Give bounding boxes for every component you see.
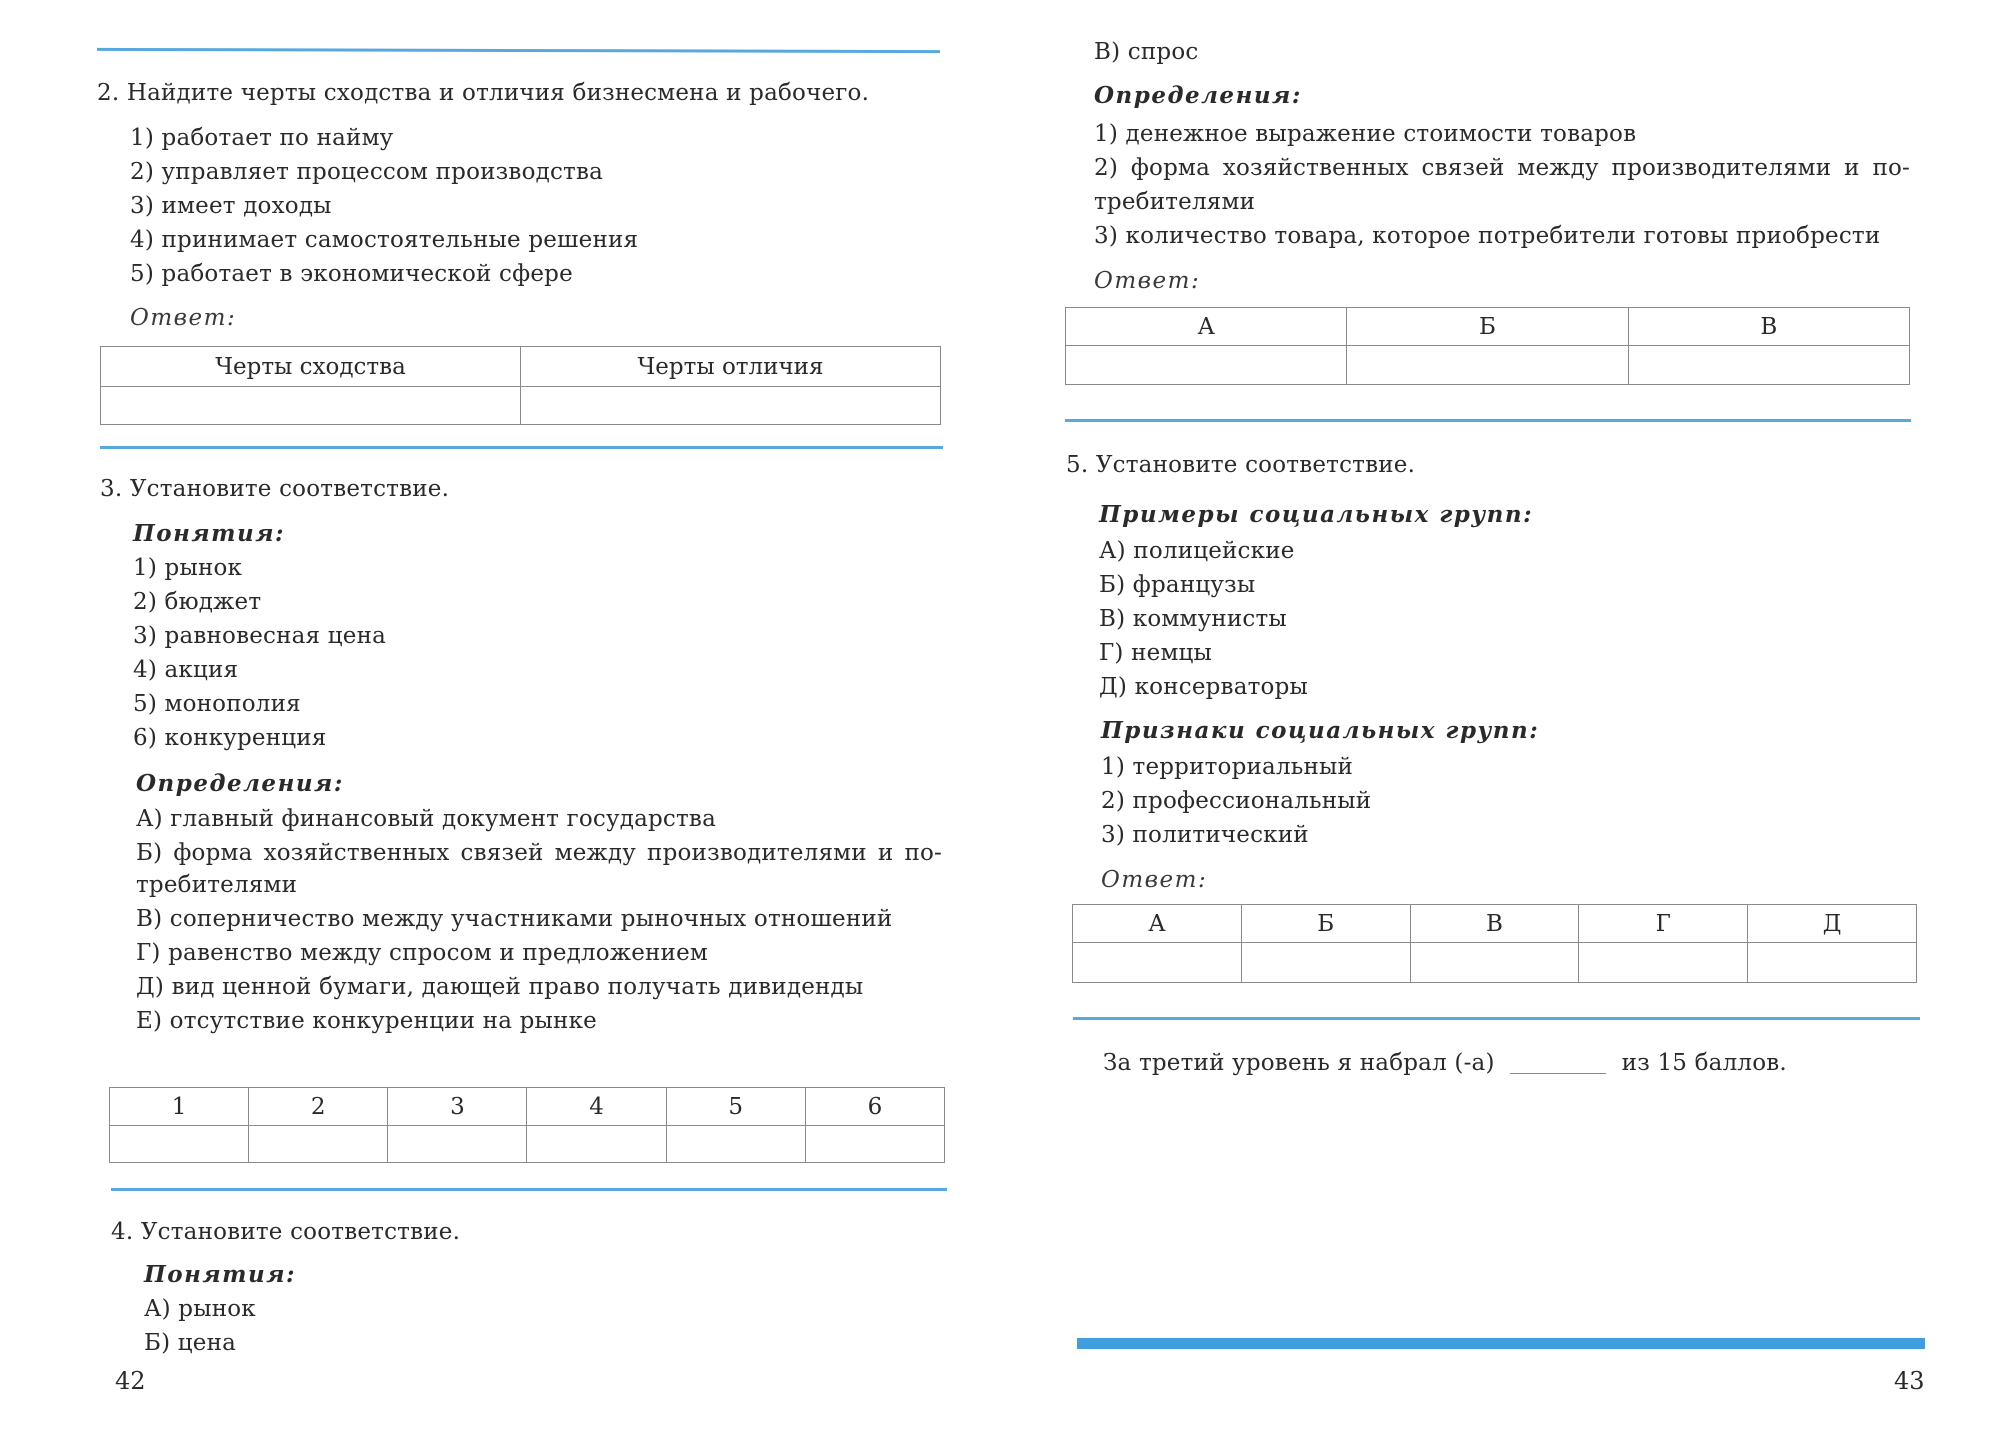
q3-answer-cell[interactable] [805,1126,944,1163]
q4-definition: 1) денежное выражение стоимости товаров [1094,121,1637,147]
q3-answer-cell[interactable] [527,1126,666,1163]
q5-answer-cell[interactable] [1241,943,1410,983]
q3-header-cell: 3 [388,1088,527,1126]
q5-feature: 3) политический [1101,822,1309,848]
q3-definition: Д) вид ценной бумаги, дающей право получать дивиденды [136,974,864,1000]
q5-examples-label: Примеры социальных групп: [1099,501,1534,528]
q4-answer-label: Ответ: [1094,268,1201,294]
q3-answer-cell[interactable] [249,1126,388,1163]
q2-item: 1) работает по найму [130,125,394,151]
q3-concept: 5) монополия [133,691,301,717]
q2-title: 2. Найдите черты сходства и отличия бизнесмена и рабочего. [97,80,870,106]
q5-example: Б) французы [1099,572,1256,598]
q4-concepts-label: Понятия: [144,1261,296,1288]
bottom-bar-right [1077,1338,1925,1349]
q4-header-cell: А [1066,308,1347,346]
page-number-left: 42 [115,1367,146,1395]
q5-example: Г) немцы [1099,640,1213,666]
q3-concept: 4) акция [133,657,239,683]
q5-header-cell: А [1073,905,1242,943]
q5-features-label: Признаки социальных групп: [1101,717,1540,744]
q3-concept: 6) конкуренция [133,725,327,751]
rule-q5 [1065,419,1911,422]
q5-header-cell: Б [1241,905,1410,943]
q4-answer-cell[interactable] [1066,346,1347,385]
q3-header-cell: 5 [666,1088,805,1126]
q3-definition: требителями [136,872,298,898]
q2-item: 4) принимает самостоятельные решения [130,227,639,253]
rule-q3 [100,446,943,449]
q3-answer-cell[interactable] [666,1126,805,1163]
q4-header-cell: Б [1347,308,1628,346]
q3-concept: 3) равновесная цена [133,623,387,649]
q3-header-cell: 6 [805,1088,944,1126]
q3-header-cell: 4 [527,1088,666,1126]
q3-concepts-label: Понятия: [133,520,285,547]
q4-definition: 3) количество товара, которое потребители готовы приобрести [1094,223,1881,249]
q3-answer-table [109,1087,945,1163]
q4-cont-item: В) спрос [1094,39,1199,65]
q5-example: В) коммунисты [1099,606,1287,632]
q5-answer-cell[interactable] [1073,943,1242,983]
q5-example: А) полицейские [1099,538,1295,564]
q4-definition: 2) форма хозяйственных связей между производителями и по- [1094,155,1910,181]
q3-definition: Г) равенство между спросом и предложением [136,940,708,966]
q3-title: 3. Установите соответствие. [100,476,450,502]
q5-header-cell: Д [1748,905,1917,943]
q3-header-cell: 1 [110,1088,249,1126]
q2-header-difference: Черты отличия [521,347,941,387]
top-rule-left [97,48,940,53]
q2-answer-table [100,346,941,425]
q2-header-similarity: Черты сходства [101,347,521,387]
q3-answer-cell[interactable] [110,1126,249,1163]
q2-item: 3) имеет доходы [130,193,332,219]
q5-feature: 1) территориальный [1101,754,1354,780]
rule-q4 [111,1188,947,1191]
q2-answer-cell[interactable] [101,387,521,425]
q3-definition: Б) форма хозяйственных связей между производителями и по- [136,840,942,866]
q2-answer-cell[interactable] [521,387,941,425]
q4-definitions-label: Определения: [1094,82,1302,109]
score-text-before: За третий уровень я набрал (-а) [1103,1050,1495,1076]
score-line [1103,1046,1787,1080]
q3-concept: 2) бюджет [133,589,262,615]
page-number-right: 43 [1894,1367,1925,1395]
q4-concept: А) рынок [144,1296,256,1322]
q4-answer-table [1065,307,1910,385]
q5-answer-cell[interactable] [1748,943,1917,983]
q5-example: Д) консерваторы [1099,674,1309,700]
q4-definition: требителями [1094,189,1256,215]
q3-definition: Е) отсутствие конкуренции на рынке [136,1008,597,1034]
score-blank[interactable] [1510,1049,1606,1074]
q5-feature: 2) профессиональный [1101,788,1372,814]
q5-header-cell: В [1410,905,1579,943]
q2-answer-label: Ответ: [130,305,237,331]
q4-concept: Б) цена [144,1330,237,1356]
q4-answer-cell[interactable] [1628,346,1909,385]
q4-title: 4. Установите соответствие. [111,1219,461,1245]
rule-score [1073,1017,1920,1020]
q5-answer-cell[interactable] [1579,943,1748,983]
score-text-after: из 15 баллов. [1621,1050,1787,1076]
q2-item: 2) управляет процессом производства [130,159,604,185]
q4-answer-cell[interactable] [1347,346,1628,385]
q5-answer-label: Ответ: [1101,867,1208,893]
q5-header-cell: Г [1579,905,1748,943]
q3-definition: В) соперничество между участниками рыночных отношений [136,906,893,932]
q3-answer-cell[interactable] [388,1126,527,1163]
q3-definition: А) главный финансовый документ государства [136,806,716,832]
q4-header-cell: В [1628,308,1909,346]
q3-header-cell: 2 [249,1088,388,1126]
q5-answer-table [1072,904,1917,983]
q5-answer-cell[interactable] [1410,943,1579,983]
q2-item: 5) работает в экономической сфере [130,261,573,287]
q3-concept: 1) рынок [133,555,243,581]
q3-definitions-label: Определения: [136,770,344,797]
q5-title: 5. Установите соответствие. [1066,452,1416,478]
